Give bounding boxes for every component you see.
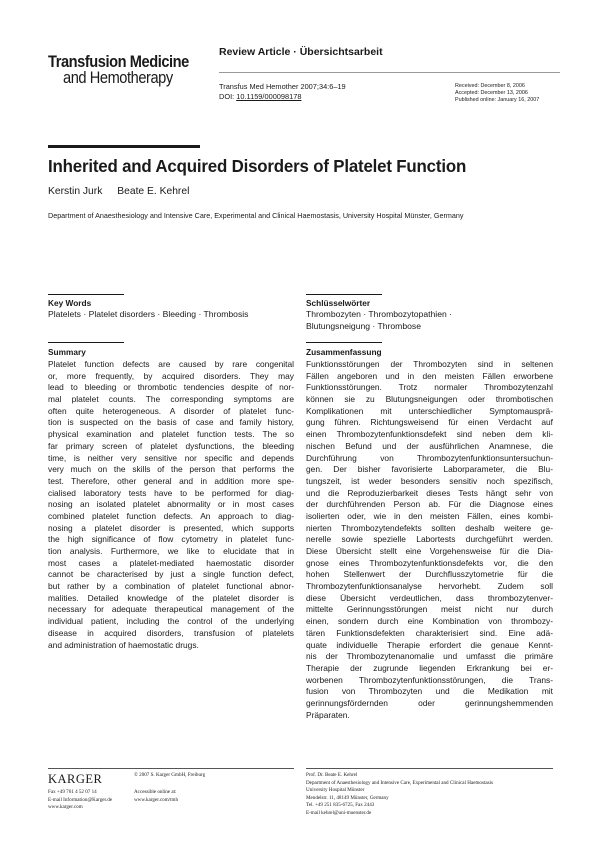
text-line: cannot be characterised by just a single function defect, xyxy=(48,569,294,580)
text-line: können sie zu Blutungsneigungen oder thrombotischen xyxy=(306,394,553,405)
text-line: quate individuelle Therapie erfordert die genaue Kennt- xyxy=(306,639,553,650)
author: Kerstin Jurk xyxy=(48,186,103,197)
correspondence-line: Tel. +49 251 835-6725, Fax 2443 xyxy=(306,802,375,808)
correspondence-line: Prof. Dr. Beate E. Kehrel xyxy=(306,772,358,778)
text-line: der durchführenden Person ab. Für die Diagnose eines xyxy=(306,499,553,510)
text-line: gen. Der bisher favorisierte Laborparameter, die Blu- xyxy=(306,464,553,475)
text-line: Funktionsstörungen. Trotz normaler Thrombozytenzahl xyxy=(306,382,553,393)
doi-label: DOI: xyxy=(219,91,237,101)
text-line: tungszeit, ist weder besonders sensitiv noch spezifisch, xyxy=(306,475,553,486)
date-received: Received: December 8, 2006 xyxy=(455,83,525,89)
text-line: hohen Stellenwert der Durchflusszytometrie für die xyxy=(306,569,553,580)
text-line: tion is suspected on the basis of case and family history, xyxy=(48,417,294,428)
text-line: mittelte Gerinnungsstörungen meist nicht nur durch xyxy=(306,604,553,615)
text-line: nosing a platelet disorder is presented, which supports xyxy=(48,522,294,533)
text-line: diese Übersicht verdeutlichen, dass thrombozytenver- xyxy=(306,592,553,603)
citation-reference: Transfus Med Hemother 2007;34:6–19 xyxy=(219,82,346,91)
text-line: Platelet function defects are caused by rare congenital xyxy=(48,359,294,369)
publisher-fax: Fax +49 761 4 52 07 14 xyxy=(48,789,97,795)
text-line: Diese Übersicht stellt eine Vorgehensweise für die Dia- xyxy=(306,546,553,556)
text-line: Fällen angeboren und in den meisten Fällen erworbene xyxy=(306,370,553,381)
footer-rule-right xyxy=(306,768,553,769)
correspondence-address xyxy=(306,772,493,817)
schluesselwoerter-line: Blutungsneigung · Thrombose xyxy=(306,320,421,331)
affiliation: Department of Anaesthesiology and Intensive Care, Experimental and Clinical Haemostasis, University Hospital Münster, Germany xyxy=(48,211,464,220)
summary-text xyxy=(48,359,294,651)
text-line: einen, sondern durch eine Kombination von thrombozy- xyxy=(306,616,553,627)
title-rule xyxy=(48,145,200,148)
text-line: physical examination and platelet function tests. The so xyxy=(48,429,294,440)
journal-name-line1: Transfusion Medicine xyxy=(48,52,189,71)
journal-name-line2: and Hemotherapy xyxy=(63,68,173,87)
text-line: malities. Detailed knowledge of the platelet disorder is xyxy=(48,592,294,603)
text-line: Präparaten. xyxy=(306,709,350,720)
publisher-email[interactable]: E-mail Information@Karger.de xyxy=(48,796,113,803)
text-line: gnose eines Thrombozytenfunktionsdefekts vor, die den xyxy=(306,557,553,568)
schluesselwoerter-line: Thrombozyten · Thrombozytopathien · xyxy=(306,309,453,319)
text-line: Thrombozytenfunktionsanalyse hervorhebt. Zudem soll xyxy=(306,581,553,592)
text-line: cialised laboratory tests have to be performed for diag- xyxy=(48,487,294,498)
summary-rule xyxy=(48,342,124,343)
text-line: gerinnungsfördernden oder gerinnungshemmenden xyxy=(306,697,553,708)
online-access xyxy=(134,789,178,804)
publisher-logo: KARGER xyxy=(48,772,103,786)
text-line: worbenen Thrombozytenfunktionsstörungen, die Trans- xyxy=(306,674,553,685)
schluesselwoerter-heading: Schlüsselwörter xyxy=(306,298,371,308)
doi-line xyxy=(219,92,346,102)
article-title: Inherited and Acquired Disorders of Platelet Function xyxy=(48,156,467,176)
schluesselwoerter-list xyxy=(306,309,452,332)
summary-heading: Summary xyxy=(48,347,86,357)
keywords-list xyxy=(48,309,248,321)
schluesselwoerter-rule xyxy=(306,294,382,295)
text-line: often quite heterogeneous. A disorder of platelet func- xyxy=(48,405,294,416)
text-line: und die Reproduzierbarkeit dieses Tests hängt sehr von xyxy=(306,487,553,498)
text-line: nerelle sowie spezielle Labortests durchgeführt werden. xyxy=(306,534,553,545)
keywords-heading: Key Words xyxy=(48,298,92,308)
text-line: necessary for adequate therapeutical management of the xyxy=(48,604,294,615)
date-published: Published online: January 16, 2007 xyxy=(455,97,540,104)
text-line: time, is neither very sensitive nor specific and depends xyxy=(48,452,294,463)
text-line: gung führen. Richtungsweisend für einen Verdacht auf xyxy=(306,417,553,428)
zusammenfassung-heading: Zusammenfassung xyxy=(306,347,382,357)
citation-block xyxy=(219,82,346,101)
online-access-url[interactable]: www.karger.com/tmh xyxy=(134,796,178,803)
text-line: but rather by a combination of platelet functional abnor- xyxy=(48,581,294,592)
text-line: or, more frequently, by acquired disorders. They may xyxy=(48,370,294,381)
correspondence-line: Mendelstr. 11, 48149 Münster, Germany xyxy=(306,794,389,801)
text-line: Funktionsstörungen der Thrombozyten sind in seltenen xyxy=(306,359,553,369)
text-line: Therapie der zugrunde liegenden Erkrankung bei er- xyxy=(306,662,553,673)
text-line: individual patient, including the control of the underlying xyxy=(48,616,294,627)
author: Beate E. Kehrel xyxy=(117,186,190,197)
text-line: and administration of haemostatic drugs. xyxy=(48,639,199,650)
text-line: combined platelet function defects. An approach to diag- xyxy=(48,510,294,521)
text-line: einen Thrombozytenfunktionsdefekt sind neben dem kli- xyxy=(306,429,553,440)
article-dates xyxy=(455,83,539,105)
zusammenfassung-text xyxy=(306,359,553,721)
text-line: fusion von Thrombozyten und die Medikation mit xyxy=(306,686,553,697)
keywords-rule xyxy=(48,294,124,295)
publisher-website[interactable]: www.karger.com xyxy=(48,804,83,810)
header-divider xyxy=(219,72,560,73)
keywords-line: Platelets · Platelet disorders · Bleeding · Thrombosis xyxy=(48,309,249,319)
text-line: nis der Thrombozytenanomalie und umfasst die primäre xyxy=(306,651,553,662)
publisher-contact xyxy=(48,789,112,812)
text-line: far primary screen of platelet dysfunctions, the bleeding xyxy=(48,440,294,451)
date-accepted: Accepted: December 13, 2006 xyxy=(455,90,528,97)
text-line: Durchführung von Thrombozytenfunktionsuntersuchun- xyxy=(306,452,553,463)
zusammenfassung-rule xyxy=(306,342,382,343)
text-line: Komplikationen mit unterschiedlicher Symptomausprä- xyxy=(306,405,553,416)
doi-link[interactable]: 10.1159/000098178 xyxy=(236,91,302,101)
text-line: lead to bleeding or thrombotic tendencies despite of nor- xyxy=(48,382,294,393)
article-type: Review Article · Übersichtsarbeit xyxy=(219,46,383,58)
text-line: disease in acquired disorders, transfusion of platelets xyxy=(48,627,294,638)
text-line: most cases a platelet-mediated haemostatic disorder xyxy=(48,557,294,568)
text-line: test. Therefore, other general and in addition more spe- xyxy=(48,475,294,486)
online-access-label: Accessible online at: xyxy=(134,789,177,795)
correspondence-line: Department of Anaesthesiology and Intensive Care, Experimental and Clinical Haemostasis xyxy=(306,779,494,786)
author-list xyxy=(48,186,201,197)
copyright-notice: © 2007 S. Karger GmbH, Freiburg xyxy=(134,772,206,778)
text-line: tion analysis. Furthermore, we like to elucidate that in xyxy=(48,546,294,556)
text-line: nierten Thrombozytendefekts sollten deshalb weitere ge- xyxy=(306,522,553,533)
text-line: very much on the skills of the person that performs the xyxy=(48,464,294,475)
text-line: mal platelet counts. The corresponding symptoms are xyxy=(48,394,294,405)
footer-rule-left xyxy=(48,768,294,769)
text-line: isolierten oder, wie in den meisten Fällen, eines kombi- xyxy=(306,510,553,521)
correspondence-line: University Hospital Münster xyxy=(306,787,365,793)
text-line: nosing an isolated platelet abnormality or in most cases xyxy=(48,499,294,510)
text-line: tären Funktionsdefekten charakterisiert sind. Eine adä- xyxy=(306,627,553,638)
text-line: nischen Befund und der ausführlichen Anamnese, die xyxy=(306,440,553,451)
correspondence-email[interactable]: E-mail kehrel@uni-muenster.de xyxy=(306,809,372,816)
text-line: the high significance of flow cytometry in platelet func- xyxy=(48,534,294,545)
